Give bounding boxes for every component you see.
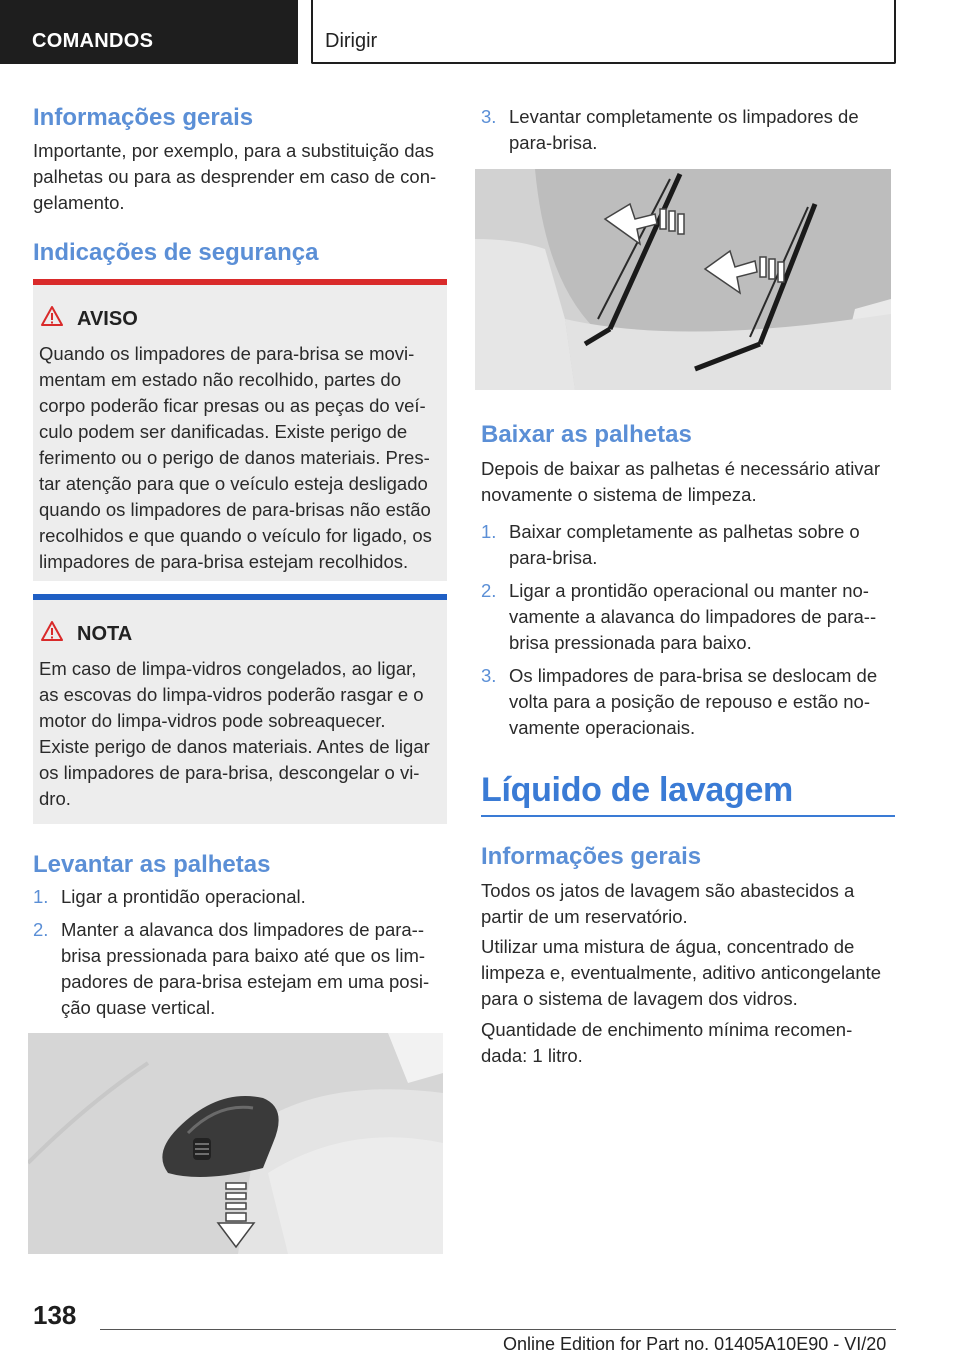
raise-steps-continued bbox=[481, 104, 895, 163]
list-item: 2. Ligar a prontidão operacional ou manter no-vamente a alavanca do limpadores de para--brisa pressionada para baixo. bbox=[481, 580, 877, 653]
page-number: 138 bbox=[33, 1300, 77, 1330]
chapter-tab bbox=[311, 0, 896, 64]
warning-text: Quando os limpadores de para-brisa se movi-mentam em estado não recolhido, partes do corpo poderão ficar presas ou as peças do veí-culo podem ser danificadas. Existe perigo de ferimento ou o perigo de danos materiais. Pres-tar atenção para que o veículo esteja desligado quando os limpadores de para-brisas não estão recolhidos e que quando o veículo for ligado, os limpadores de para-brisa estejam recolhidos. bbox=[39, 343, 432, 572]
section-title: COMANDOS bbox=[32, 30, 154, 52]
raise-heading: Levantar as palhetas bbox=[33, 851, 271, 878]
fluid-heading: Líquido de lavagem bbox=[481, 771, 793, 809]
footer-edition: Online Edition for Part no. 01405A10E90 - VI/20 bbox=[503, 1334, 887, 1354]
info-heading: Informações gerais bbox=[33, 104, 254, 131]
warning-box bbox=[33, 279, 447, 581]
note-text: Em caso de limpa-vidros congelados, ao ligar, as escovas do limpa-vidros poderão rasgar e o motor do limpa-vidros pode sobreaquecer. Existe perigo de danos materiais. Antes de ligar os limpadores de para-brisa, descongelar o vi-dro. bbox=[39, 658, 430, 809]
caution-triangle-icon bbox=[41, 620, 63, 642]
fluid-paragraph-2: Utilizar uma mistura de água, concentrado de limpeza e, eventualmente, aditivo anticongelante para o sistema de lavagem dos vidros. bbox=[481, 936, 882, 1009]
raise-steps-list bbox=[33, 884, 447, 1028]
fluid-paragraph-1: Todos os jatos de lavagem são abastecidos a partir de um reservatório. bbox=[481, 880, 855, 927]
info-text: Importante, por exemplo, para a substituição das palhetas ou para as desprender em caso de con-gelamento. bbox=[33, 140, 437, 213]
lower-steps-list bbox=[481, 519, 895, 748]
windshield-wipers-illustration bbox=[475, 169, 891, 390]
note-bar bbox=[33, 594, 447, 600]
warning-triangle-icon bbox=[41, 305, 63, 327]
list-item: 3. Levantar completamente os limpadores de para-brisa. bbox=[481, 106, 859, 153]
fluid-info-heading: Informações gerais bbox=[481, 843, 702, 870]
wiper-lever-illustration bbox=[28, 1033, 443, 1254]
list-item: 1. Baixar completamente as palhetas sobre o para-brisa. bbox=[481, 521, 860, 568]
warning-title: AVISO bbox=[77, 308, 138, 330]
note-title: NOTA bbox=[77, 623, 133, 645]
section-tab bbox=[0, 0, 298, 64]
section-rule bbox=[481, 815, 895, 817]
lower-heading: Baixar as palhetas bbox=[481, 421, 692, 448]
list-item: 1. Ligar a prontidão operacional. bbox=[33, 886, 306, 907]
footer-rule bbox=[100, 1329, 896, 1330]
safety-heading: Indicações de segurança bbox=[33, 239, 319, 266]
list-item: 2. Manter a alavanca dos limpadores de para--brisa pressionada para baixo até que os lim-padores de para-brisa estejam em uma posi-ção quase vertical. bbox=[33, 919, 430, 1018]
chapter-title: Dirigir bbox=[325, 30, 378, 52]
list-item: 3. Os limpadores de para-brisa se deslocam de volta para a posição de repouso e estão no-vamente operacionais. bbox=[481, 665, 878, 738]
lower-text: Depois de baixar as palhetas é necessário ativar novamente o sistema de limpeza. bbox=[481, 458, 881, 505]
fluid-paragraph-3: Quantidade de enchimento mínima recomen-dada: 1 litro. bbox=[481, 1019, 853, 1066]
note-box bbox=[33, 594, 447, 824]
warning-bar bbox=[33, 279, 447, 285]
